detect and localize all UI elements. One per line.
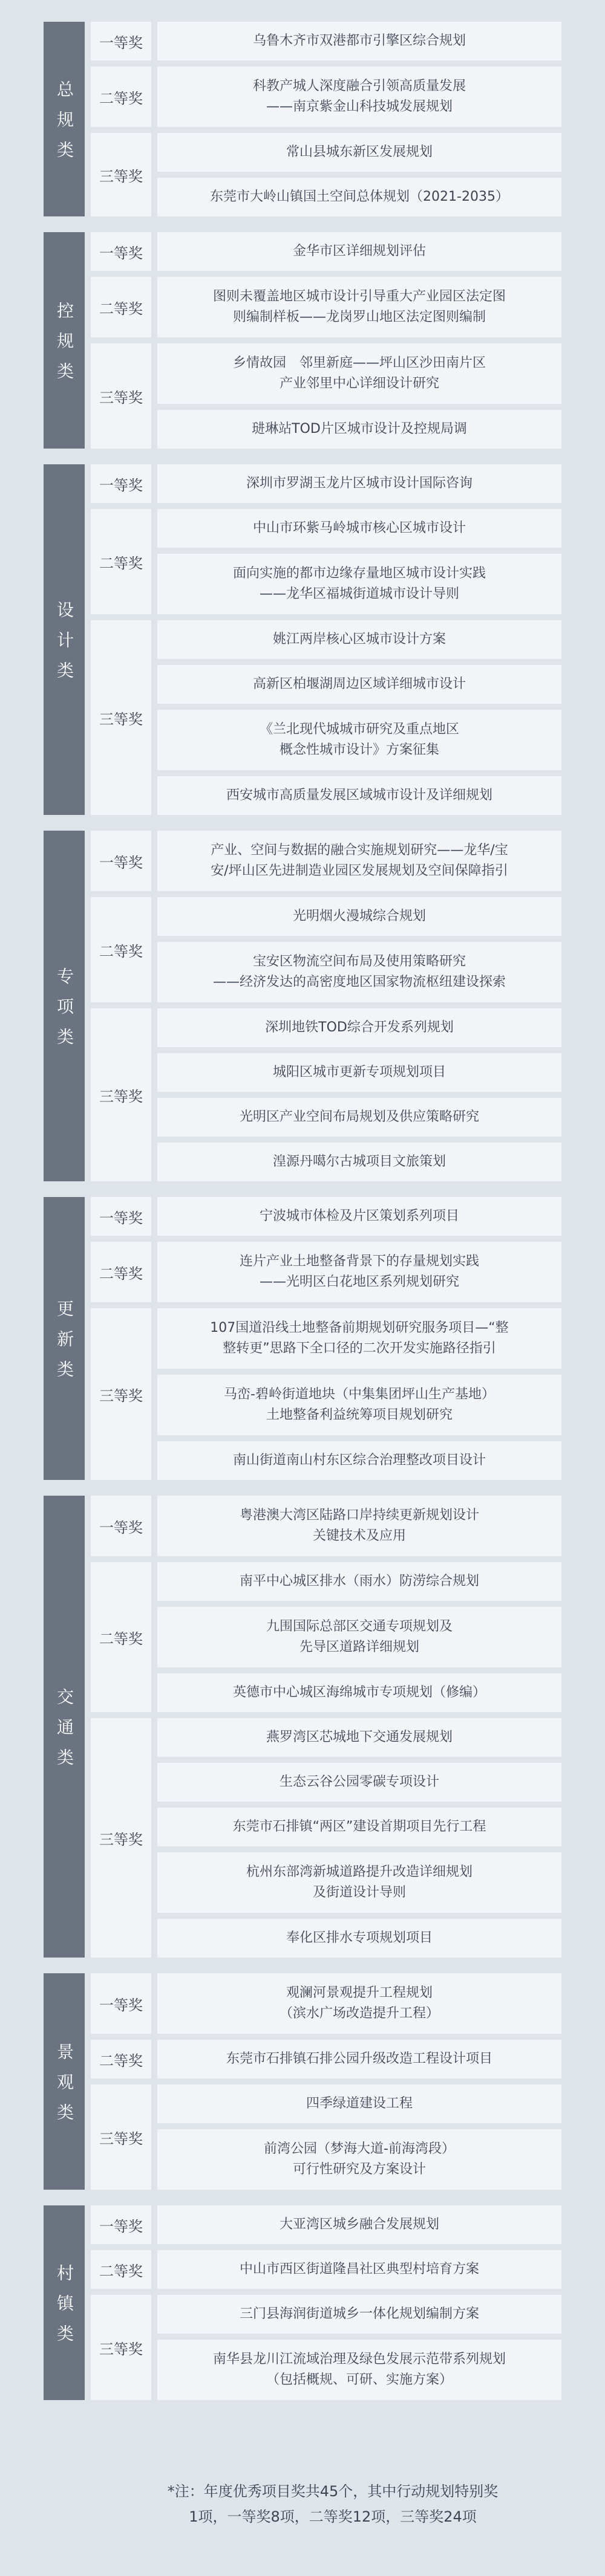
project-item (157, 410, 561, 449)
project-item (157, 1673, 561, 1712)
project-item (157, 1919, 561, 1958)
award-rank-label: 二等奖 (91, 277, 151, 337)
project-name-line: 中山市环紫马岭城市核心区城市设计 (252, 521, 466, 536)
project-item (157, 178, 561, 216)
project-name-line: 连片产业土地整备背景下的存量规划实践 (239, 1254, 479, 1269)
award-rank-row (91, 1496, 561, 1556)
project-name-line: 前湾公园（梦海大道-前海湾段） (264, 2141, 455, 2156)
project-name-line: 燕罗湾区芯城地下交通发展规划 (266, 1730, 453, 1745)
project-item (157, 1375, 561, 1435)
project-name-line: 九围国际总部区交通专项规划及 (266, 1619, 453, 1634)
project-name-line: 东莞市石排镇“两区”建设首期项目先行工程 (232, 1819, 486, 1834)
project-item (157, 1852, 561, 1913)
footnote (106, 2479, 559, 2529)
award-rank-label: 一等奖 (91, 464, 151, 503)
award-rank-row (91, 897, 561, 1002)
project-list (157, 2084, 561, 2190)
project-name-line: 107国道沿线土地整备前期规划研究服务项目—“整 (210, 1320, 509, 1335)
project-list (157, 1242, 561, 1302)
award-rank-label: 二等奖 (91, 509, 151, 614)
project-list (157, 1197, 561, 1236)
award-rank-label: 二等奖 (91, 897, 151, 1002)
category-label: 总规类 (44, 22, 85, 216)
category-block (44, 1496, 561, 1958)
award-rank-row (91, 1562, 561, 1712)
project-item (157, 1242, 561, 1302)
project-item (157, 710, 561, 770)
category-label: 控规类 (44, 232, 85, 449)
project-name-line: （包括概规、可研、实施方案） (266, 2372, 453, 2387)
project-item (157, 2340, 561, 2400)
project-item (157, 1607, 561, 1667)
project-item (157, 1197, 561, 1236)
project-name-line: 深圳市罗湖玉龙片区城市设计国际咨询 (246, 476, 473, 491)
project-name-line: 光明烟火漫城综合规划 (292, 909, 426, 924)
project-list (157, 464, 561, 503)
project-item (157, 1718, 561, 1757)
award-rank-label: 一等奖 (91, 1496, 151, 1556)
award-rank-label: 二等奖 (91, 2250, 151, 2289)
award-rank-row (91, 2250, 561, 2289)
project-item (157, 1008, 561, 1047)
category-block (44, 22, 561, 216)
award-rank-label: 三等奖 (91, 1008, 151, 1181)
project-name-line: ——南京紫金山科技城发展规划 (266, 99, 453, 114)
category-block (44, 1197, 561, 1480)
project-name-line: 关键技术及应用 (312, 1528, 406, 1543)
project-list (157, 1308, 561, 1480)
award-rank-label: 一等奖 (91, 1197, 151, 1236)
project-item (157, 464, 561, 503)
project-name-line: 生态云谷公园零碳专项设计 (279, 1774, 439, 1789)
award-rank-row (91, 509, 561, 614)
project-name-line: 光明区产业空间布局规划及供应策略研究 (239, 1109, 479, 1124)
category-block (44, 464, 561, 815)
project-list (157, 343, 561, 449)
project-name-line: 常山县城东新区发展规划 (286, 144, 433, 160)
award-rank-label: 一等奖 (91, 1973, 151, 2034)
project-item (157, 67, 561, 127)
award-rank-label: 三等奖 (91, 1308, 151, 1480)
category-block (44, 2205, 561, 2400)
project-name-line: 三门县海润街道城乡一体化规划编制方案 (239, 2306, 479, 2321)
award-rank-row (91, 1242, 561, 1302)
award-rank-label: 三等奖 (91, 2084, 151, 2190)
award-rank-row (91, 1197, 561, 1236)
project-list (157, 67, 561, 127)
category-label: 更新类 (44, 1197, 85, 1480)
project-name-line: 科教产城人深度融合引领高质量发展 (252, 79, 466, 94)
award-rank-row (91, 133, 561, 216)
award-rank-row (91, 1973, 561, 2034)
award-rank-row (91, 2295, 561, 2400)
project-name-line: 《兰北现代城城市研究及重点地区 (259, 722, 459, 737)
project-item (157, 2129, 561, 2190)
project-name-line: 大亚湾区城乡融合发展规划 (279, 2217, 439, 2232)
project-item (157, 232, 561, 271)
project-item (157, 133, 561, 172)
project-name-line: 中山市西区街道隆昌社区典型村培育方案 (239, 2262, 479, 2277)
category-block (44, 1973, 561, 2190)
project-item (157, 1808, 561, 1846)
project-name-line: 乌鲁木齐市双港都市引擎区综合规划 (252, 33, 466, 48)
project-item (157, 831, 561, 891)
project-item (157, 897, 561, 936)
project-item (157, 942, 561, 1002)
award-rank-label: 二等奖 (91, 1562, 151, 1712)
award-rank-row (91, 620, 561, 815)
project-list (157, 133, 561, 216)
project-item (157, 277, 561, 337)
project-list (157, 277, 561, 337)
project-list (157, 2250, 561, 2289)
project-name-line: 面向实施的都市边缘存量地区城市设计实践 (232, 566, 486, 581)
project-name-line: 可行性研究及方案设计 (292, 2162, 426, 2177)
category-label: 交通类 (44, 1496, 85, 1958)
award-rank-row (91, 464, 561, 503)
project-name-line: （滨水广场改造提升工程） (279, 2006, 439, 2021)
project-name-line: 西安城市高质量发展区域城市设计及详细规划 (226, 788, 492, 803)
category-ranks (91, 22, 561, 216)
project-item (157, 2084, 561, 2123)
project-name-line: 宝安区物流空间布局及使用策略研究 (252, 954, 466, 969)
project-item (157, 1053, 561, 1092)
project-name-line: 姚江两岸核心区城市设计方案 (272, 632, 446, 647)
project-list (157, 831, 561, 891)
award-rank-label: 一等奖 (91, 22, 151, 60)
project-list (157, 620, 561, 815)
project-name-line: 产业、空间与数据的融合实施规划研究——龙华/宝 (211, 843, 508, 858)
project-name-line: ——光明区白花地区系列规划研究 (259, 1274, 459, 1290)
category-ranks (91, 464, 561, 815)
project-name-line: 四季绿道建设工程 (306, 2096, 413, 2111)
project-item (157, 554, 561, 614)
award-rank-label: 二等奖 (91, 2040, 151, 2078)
category-label: 设计类 (44, 464, 85, 815)
project-name-line: 先导区道路详细规划 (299, 1640, 419, 1655)
project-name-line: 宁波城市体检及片区策划系列项目 (259, 1209, 459, 1224)
project-name-line: 杭州东部湾新城道路提升改造详细规划 (246, 1864, 473, 1880)
award-rank-row (91, 1008, 561, 1181)
award-rank-label: 三等奖 (91, 2295, 151, 2400)
project-list (157, 2205, 561, 2244)
project-item (157, 1143, 561, 1181)
project-name-line: 则编制样板——龙岗罗山地区法定图则编制 (232, 310, 486, 325)
project-item (157, 620, 561, 659)
award-rank-row (91, 2040, 561, 2078)
project-item (157, 776, 561, 815)
project-item (157, 22, 561, 60)
awards-list (44, 22, 561, 2416)
project-name-line: 南华县龙川江流域治理及绿色发展示范带系列规划 (212, 2352, 506, 2367)
category-label: 专项类 (44, 831, 85, 1181)
project-list (157, 897, 561, 1002)
project-name-line: ——龙华区福城街道城市设计导则 (259, 586, 459, 602)
project-name-line: 城阳区城市更新专项规划项目 (272, 1065, 446, 1080)
project-name-line: 琎琳站TOD片区城市设计及控规局调 (252, 421, 467, 436)
project-list (157, 232, 561, 271)
project-item (157, 665, 561, 704)
project-name-line: 安/坪山区先进制造业园区发展规划及空间保障指引 (211, 863, 508, 878)
award-rank-label: 一等奖 (91, 2205, 151, 2244)
award-rank-label: 三等奖 (91, 343, 151, 449)
category-block (44, 232, 561, 449)
project-item (157, 2040, 561, 2078)
project-name-line: 南平中心城区排水（雨水）防涝综合规划 (239, 1574, 479, 1589)
project-name-line: 产业邻里中心详细设计研究 (279, 376, 439, 391)
project-name-line: 东莞市石排镇石排公园升级改造工程设计项目 (226, 2051, 492, 2066)
project-item (157, 1441, 561, 1480)
category-ranks (91, 2205, 561, 2400)
award-rank-row (91, 277, 561, 337)
award-rank-row (91, 1308, 561, 1480)
project-list (157, 22, 561, 60)
project-name-line: 东莞市大岭山镇国土空间总体规划（2021-2035） (210, 189, 509, 204)
project-list (157, 1562, 561, 1712)
project-name-line: 粤港澳大湾区陆路口岸持续更新规划设计 (239, 1508, 479, 1523)
project-name-line: 观澜河景观提升工程规划 (286, 1985, 433, 2000)
award-rank-row (91, 1718, 561, 1958)
project-list (157, 2295, 561, 2400)
award-rank-row (91, 343, 561, 449)
project-item (157, 1496, 561, 1556)
category-ranks (91, 232, 561, 449)
project-list (157, 1008, 561, 1181)
project-item (157, 509, 561, 548)
award-rank-label: 二等奖 (91, 1242, 151, 1302)
award-rank-label: 二等奖 (91, 67, 151, 127)
project-name-line: 湟源丹噶尔古城项目文旅策划 (272, 1154, 446, 1169)
category-ranks (91, 831, 561, 1181)
category-ranks (91, 1973, 561, 2190)
project-name-line: 及街道设计导则 (312, 1885, 406, 1900)
category-ranks (91, 1496, 561, 1958)
project-item (157, 2205, 561, 2244)
project-name-line: ——经济发达的高密度地区国家物流枢纽建设探索 (212, 975, 506, 990)
project-item (157, 2250, 561, 2289)
award-rank-row (91, 831, 561, 891)
award-rank-row (91, 2084, 561, 2190)
project-list (157, 509, 561, 614)
project-item (157, 1973, 561, 2034)
award-rank-row (91, 22, 561, 60)
award-rank-label: 三等奖 (91, 133, 151, 216)
award-rank-row (91, 232, 561, 271)
project-name-line: 奉化区排水专项规划项目 (286, 1930, 433, 1945)
project-name-line: 整转更”思路下全口径的二次开发实施路径指引 (223, 1341, 496, 1356)
award-rank-label: 三等奖 (91, 1718, 151, 1958)
category-label: 村镇类 (44, 2205, 85, 2400)
project-item (157, 1308, 561, 1369)
project-name-line: 图则未覆盖地区城市设计引导重大产业园区法定图 (212, 289, 506, 304)
project-item (157, 1763, 561, 1802)
project-list (157, 1973, 561, 2034)
award-rank-label: 一等奖 (91, 831, 151, 891)
project-name-line: 马峦-碧岭街道地块（中集集团坪山生产基地） (224, 1387, 495, 1402)
project-item (157, 343, 561, 404)
category-ranks (91, 1197, 561, 1480)
project-list (157, 1496, 561, 1556)
project-name-line: 英德市中心城区海绵城市专项规划（修编） (232, 1685, 486, 1700)
project-item (157, 2295, 561, 2334)
award-rank-label: 三等奖 (91, 620, 151, 815)
project-name-line: 乡情故园 邻里新庭——坪山区沙田南片区 (232, 355, 486, 371)
project-list (157, 1718, 561, 1958)
category-label: 景观类 (44, 1973, 85, 2190)
project-name-line: 土地整备利益统筹项目规划研究 (266, 1407, 453, 1423)
award-rank-row (91, 67, 561, 127)
footnote-line-2: 1项，一等奖8项，二等奖12项，三等奖24项 (189, 2508, 477, 2525)
project-name-line: 南山街道南山村东区综合治理整改项目设计 (232, 1453, 486, 1468)
project-name-line: 金华市区详细规划评估 (292, 244, 426, 259)
project-item (157, 1098, 561, 1137)
category-block (44, 831, 561, 1181)
project-name-line: 高新区柏堰湖周边区域详细城市设计 (252, 676, 466, 692)
award-rank-label: 一等奖 (91, 232, 151, 271)
project-item (157, 1562, 561, 1601)
project-list (157, 2040, 561, 2078)
award-rank-row (91, 2205, 561, 2244)
footnote-line-1: *注：年度优秀项目奖共45个，其中行动规划特别奖 (167, 2483, 499, 2500)
project-name-line: 深圳地铁TOD综合开发系列规划 (265, 1020, 454, 1035)
project-name-line: 概念性城市设计》方案征集 (279, 742, 439, 758)
